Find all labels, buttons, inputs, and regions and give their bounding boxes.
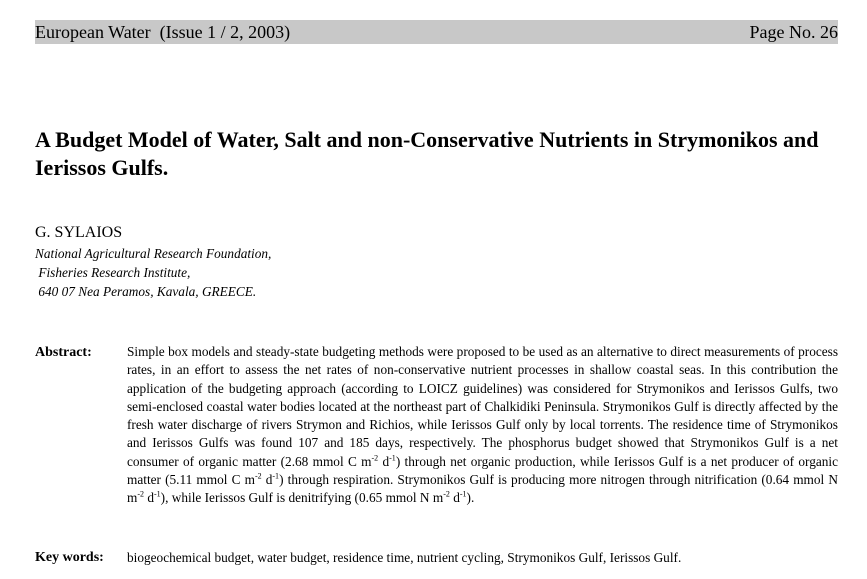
keywords-text: biogeochemical budget, water budget, residence time, nutrient cycling, Strymonikos Gulf, Ierissos Gulf. xyxy=(127,550,682,565)
journal-name: European Water (Issue 1 / 2, 2003) xyxy=(35,22,291,42)
abstract-text-part: ) through respiration. Strymonikos Gulf is producing more nitrogen through nitrification (0.64 mmol N m xyxy=(127,472,838,506)
affiliation-line: Fisheries Research Institute, xyxy=(35,265,191,280)
superscript: -2 xyxy=(137,489,145,499)
author-affiliation xyxy=(35,244,271,301)
superscript: -2 xyxy=(254,471,262,481)
abstract-text-part: d xyxy=(261,472,273,488)
superscript: -2 xyxy=(443,489,450,499)
superscript: -1 xyxy=(459,489,467,499)
affiliation-line: 640 07 Nea Peramos, Kavala, GREECE. xyxy=(35,284,257,299)
abstract-label: Abstract: xyxy=(35,345,92,360)
superscript: -2 xyxy=(371,453,379,463)
paper-title: A Budget Model of Water, Salt and non-Conservative Nutrients in Strymonikos and Ierissos Gulfs. xyxy=(35,127,819,180)
abstract-text-part: ), while Ierissos Gulf is denitrifying (0.65 mmol N m xyxy=(160,490,444,506)
abstract-text-part: ). xyxy=(466,490,475,506)
abstract-text-part: d xyxy=(378,453,390,469)
superscript: -1 xyxy=(389,453,396,463)
abstract-text-part: d xyxy=(144,490,154,506)
page-number: Page No. 26 xyxy=(749,22,838,42)
keywords-label: Key words: xyxy=(35,550,104,565)
abstract-text-part: Simple box models and steady-state budgeting methods were proposed to be used as an alternative to direct measurements of process rates, in an effort to assess the net rates of non-conservative nutrient processes in shallow coastal seas. In this contribution the application of the budgeting approach (according to LOICZ guidelines) was considered for Strymonikos and Ierissos Gulfs, two semi-enclosed coastal water bodies located at the northeast part of Chalkidiki Peninsula. Strymonikos Gulf is directly affected by the fresh water discharge of rivers Strymon and Richios, while Ierissos Gulf only by local torrents. The residence time of Strymonikos and Ierissos Gulfs was found 107 and 185 days, respectively. The phosphorus budget showed that Strymonikos Gulf is a net consumer of organic matter (2.68 mmol C m xyxy=(127,344,838,469)
journal-header-bar xyxy=(35,20,838,44)
abstract-text-part: d xyxy=(449,490,460,506)
superscript: -1 xyxy=(272,471,280,481)
author-name: G. SYLAIOS xyxy=(35,224,123,241)
affiliation-line: National Agricultural Research Foundation, xyxy=(35,246,272,261)
abstract-text-part: ) through net organic production, while Ierissos Gulf is a net producer of organic matter (5.11 mmol C m xyxy=(127,453,838,488)
abstract-text xyxy=(127,343,838,508)
superscript: -1 xyxy=(154,489,161,499)
